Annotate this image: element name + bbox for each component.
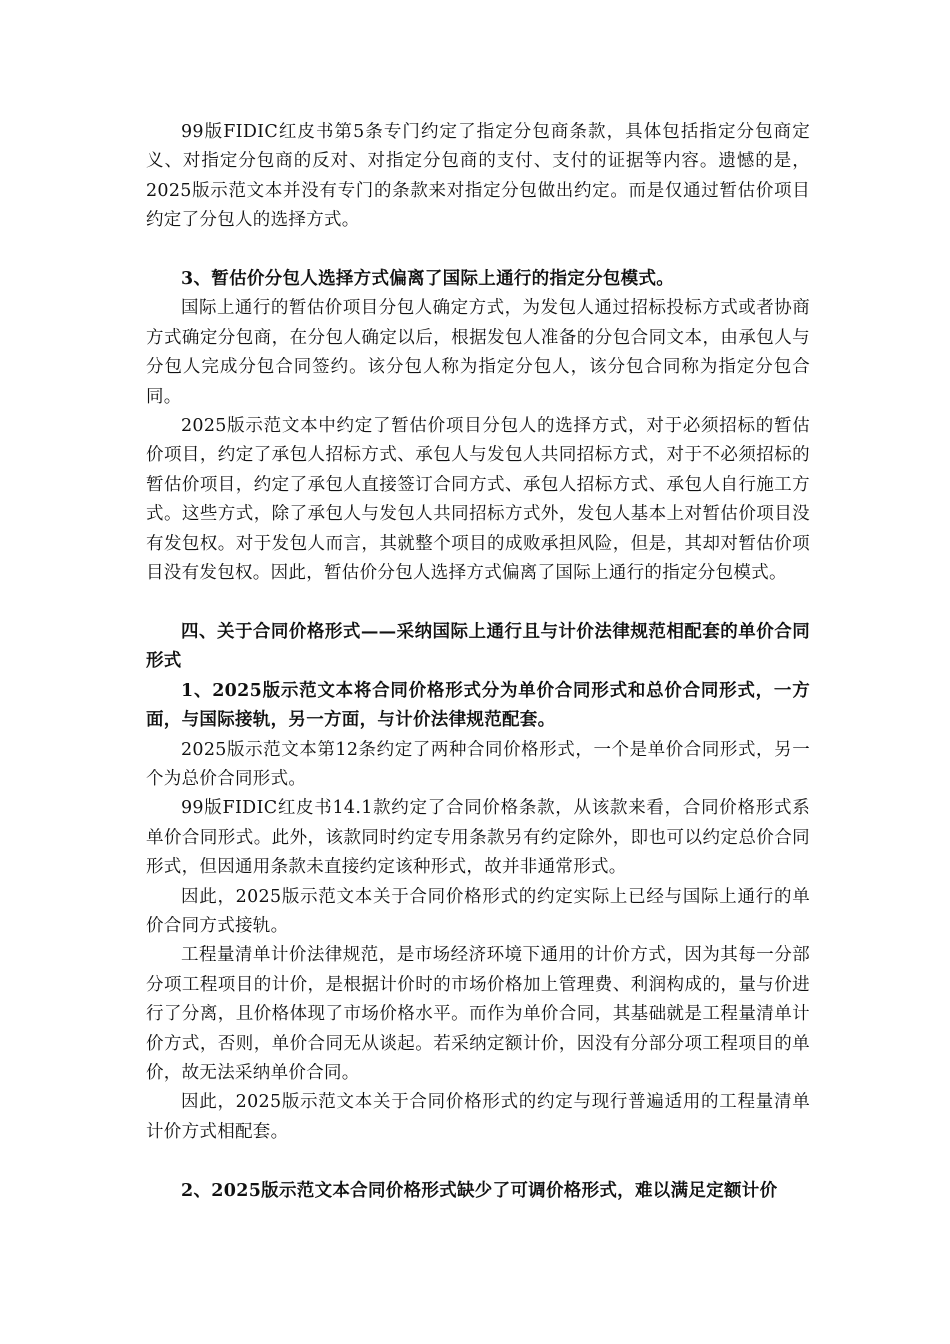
heading-section-1: 1、2025版示范文本将合同价格形式分为单价合同形式和总价合同形式，一方面，与国际接轨，另一方面，与计价法律规范配套。 bbox=[146, 680, 810, 731]
paragraph-international-practice: 国际上通行的暂估价项目分包人确定方式，为发包人通过招标投标方式或者协商方式确定分包商，在分包人确定以后，根据发包人准备的分包合同文本，由承包人与分包人完成分包合同签约。该分包人称为指定分包人，该分包合同称为指定分包合同。 bbox=[146, 298, 810, 407]
paragraph-article-12: 2025版示范文本第12条约定了两种合同价格形式，一个是单价合同形式，另一个为总价合同形式。 bbox=[146, 739, 810, 789]
paragraph-conclusion-international: 因此，2025版示范文本关于合同价格形式的约定实际上已经与国际上通行的单价合同方式接轨。 bbox=[146, 886, 810, 936]
blank-line bbox=[146, 588, 810, 617]
heading-section-3: 3、暂估价分包人选择方式偏离了国际上通行的指定分包模式。 bbox=[181, 269, 675, 290]
paragraph-nominated-subcontractor-clause: 99版FIDIC红皮书第5条专门约定了指定分包商条款，具体包括指定分包商定义、对指定分包商的反对、对指定分包商的支付、支付的证据等内容。遗憾的是，2025版示范文本并没有专门的条款来对指定分包做出约定。而是仅通过暂估价项目约定了分包人的选择方式。 bbox=[146, 122, 810, 231]
blank-line bbox=[146, 1147, 810, 1176]
paragraph-fidic-14-1: 99版FIDIC红皮书14.1款约定了合同价格条款，从该款来看，合同价格形式系单价合同形式。此外，该款同时约定专用条款另有约定除外，即也可以约定总价合同形式，但因通用条款未直接约定该种形式，故并非通常形式。 bbox=[146, 798, 810, 878]
paragraph-conclusion-bill-of-quantities: 因此，2025版示范文本关于合同价格形式的约定与现行普遍适用的工程量清单计价方式相配套。 bbox=[146, 1092, 810, 1142]
heading-part-4: 四、关于合同价格形式——采纳国际上通行且与计价法律规范相配套的单价合同形式 bbox=[146, 621, 810, 672]
paragraph-bill-of-quantities: 工程量清单计价法律规范，是市场经济环境下通用的计价方式，因为其每一分部分项工程项目的计价，是根据计价时的市场价格加上管理费、利润构成的，量与价进行了分离，且价格体现了市场价格水平。而作为单价合同，其基础就是工程量清单计价方式，否则，单价合同无从谈起。若采纳定额计价，因没有分部分项工程项目的单价，故无法采纳单价合同。 bbox=[146, 945, 810, 1083]
paragraph-2025-selection-methods: 2025版示范文本中约定了暂估价项目分包人的选择方式，对于必须招标的暂估价项目，约定了承包人招标方式、承包人与发包人共同招标方式，对于不必须招标的暂估价项目，约定了承包人直接签订合同方式、承包人招标方式、承包人自行施工方式。这些方式，除了承包人与发包人共同招标方式外，发包人基本上对暂估价项目没有发包权。对于发包人而言，其就整个项目的成败承担风险，但是，其却对暂估价项目没有发包权。因此，暂估价分包人选择方式偏离了国际上通行的指定分包模式。 bbox=[146, 416, 810, 584]
document-body bbox=[146, 118, 810, 1206]
heading-section-2: 2、2025版示范文本合同价格形式缺少了可调价格形式，难以满足定额计价 bbox=[181, 1180, 778, 1201]
blank-line bbox=[146, 236, 810, 265]
